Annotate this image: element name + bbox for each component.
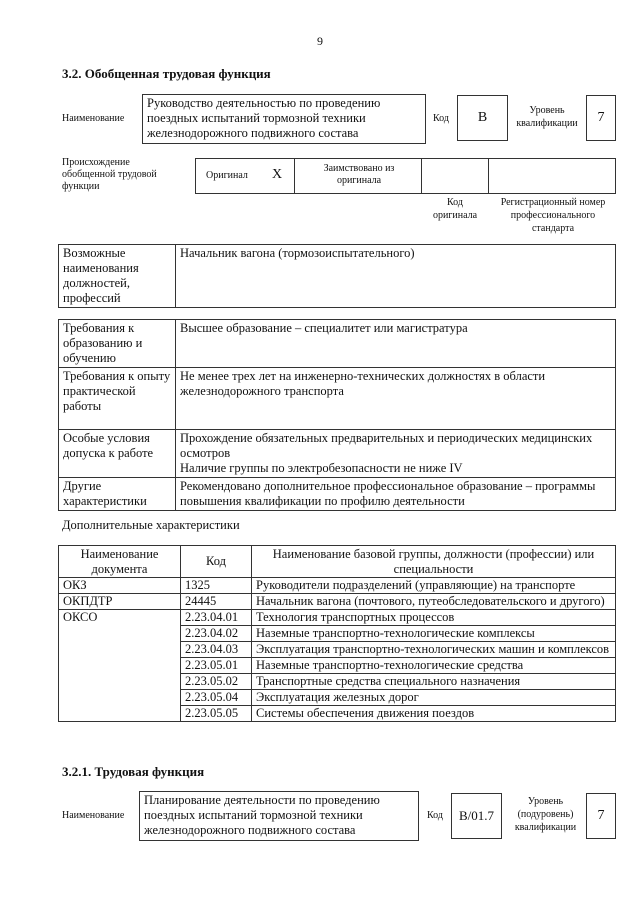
table-row <box>59 578 616 594</box>
table-row <box>59 478 616 511</box>
original-label: Оригинал <box>206 170 248 181</box>
positions-table <box>58 244 616 308</box>
code-box <box>457 95 508 141</box>
code-box <box>451 793 502 839</box>
level-label: Уровень (подуровень) квалификации <box>514 796 577 833</box>
section-heading: 3.2. Обобщенная трудовая функция <box>62 66 271 81</box>
requirement-label: Требования к образованию и обучению <box>59 320 176 368</box>
table-row <box>59 430 616 478</box>
requirement-value-cell <box>176 430 616 478</box>
reg-number-caption: Регистрационный номер профессионального стандарта <box>500 197 606 234</box>
divider <box>294 158 295 194</box>
level-label: Уровень квалификации <box>516 105 578 129</box>
divider <box>488 158 489 194</box>
table-header-row <box>59 546 616 578</box>
code-cell: 2.23.04.01 <box>181 610 252 626</box>
name-cell: Наземные транспортно-технологические средства <box>252 658 616 674</box>
additional-table <box>58 545 616 722</box>
original-code-caption: Код оригинала <box>432 197 478 221</box>
subsection-heading: 3.2.1. Трудовая функция <box>62 764 205 779</box>
table-row <box>59 320 616 368</box>
function-name-box <box>139 791 419 841</box>
page-number: 9 <box>317 34 323 48</box>
name-label: Наименование <box>62 810 125 821</box>
table-row <box>59 368 616 430</box>
code-cell: 2.23.05.01 <box>181 658 252 674</box>
table-row <box>59 594 616 610</box>
level-box <box>586 793 616 839</box>
function-name-box <box>142 94 426 144</box>
function-name: Руководство деятельностью по проведению поездных испытаний тормозной техники железнодорожного подвижного состава <box>147 96 381 140</box>
name-cell: Начальник вагона (почтового, путеобследовательского и другого) <box>252 594 616 610</box>
requirement-label: Особые условия допуска к работе <box>59 430 176 478</box>
requirement-label: Требования к опыту практической работы <box>59 368 176 430</box>
requirement-value: Прохождение обязательных предварительных и периодических медицинских осмотров <box>180 431 593 460</box>
code-value: B/01.7 <box>458 808 495 823</box>
table-row <box>59 610 616 626</box>
level-value: 7 <box>597 110 605 125</box>
name-cell: Технология транспортных процессов <box>252 610 616 626</box>
code-cell: 24445 <box>181 594 252 610</box>
code-label: Код <box>427 810 443 821</box>
name-cell: Эксплуатация транспортно-технологических машин и комплексов <box>252 642 616 658</box>
name-cell: Руководители подразделений (управляющие) на транспорте <box>252 578 616 594</box>
requirement-label: Другие характеристики <box>59 478 176 511</box>
requirement-value: Рекомендовано дополнительное профессиональное образование – программы повышения квалификации по профилю деятельности <box>176 478 616 511</box>
code-value: B <box>477 110 488 125</box>
positions-label: Возможные наименования должностей, профессий <box>59 245 176 308</box>
code-cell: 2.23.05.02 <box>181 674 252 690</box>
name-label: Наименование <box>62 113 125 124</box>
code-label: Код <box>433 113 449 124</box>
header-name: Наименование базовой группы, должности (профессии) или специальности <box>252 546 616 578</box>
name-cell: Системы обеспечения движения поездов <box>252 706 616 722</box>
code-cell: 2.23.04.02 <box>181 626 252 642</box>
requirement-value-extra: Наличие группы по электробезопасности не ниже IV <box>180 461 463 475</box>
code-cell: 2.23.05.04 <box>181 690 252 706</box>
name-cell: Эксплуатация железных дорог <box>252 690 616 706</box>
additional-title: Дополнительные характеристики <box>62 518 240 532</box>
origin-label: Происхождение обобщенной трудовой функции <box>62 157 157 192</box>
name-cell: Наземные транспортно-технологические комплексы <box>252 626 616 642</box>
divider <box>421 158 422 194</box>
positions-value: Начальник вагона (тормозоиспытательного) <box>176 245 616 308</box>
requirements-table <box>58 319 616 511</box>
code-cell: 2.23.04.03 <box>181 642 252 658</box>
doc-cell: ОКПДТР <box>59 594 181 610</box>
name-cell: Транспортные средства специального назначения <box>252 674 616 690</box>
level-box <box>586 95 616 141</box>
header-doc: Наименование документа <box>59 546 181 578</box>
origin-table <box>195 158 616 194</box>
requirement-value: Высшее образование – специалитет или магистратура <box>176 320 616 368</box>
header-code: Код <box>181 546 252 578</box>
code-cell: 2.23.05.05 <box>181 706 252 722</box>
doc-cell: ОКЗ <box>59 578 181 594</box>
borrowed-label: Заимствовано из оригинала <box>323 163 395 186</box>
function-name: Планирование деятельности по проведению поездных испытаний тормозной техники железнодорожного подвижного состава <box>144 793 380 837</box>
doc-cell: ОКСО <box>59 610 181 722</box>
original-mark: X <box>272 167 283 182</box>
level-value: 7 <box>597 808 605 823</box>
code-cell: 1325 <box>181 578 252 594</box>
requirement-value: Не менее трех лет на инженерно-технических должностях в области железнодорожного транспорта <box>176 368 616 430</box>
